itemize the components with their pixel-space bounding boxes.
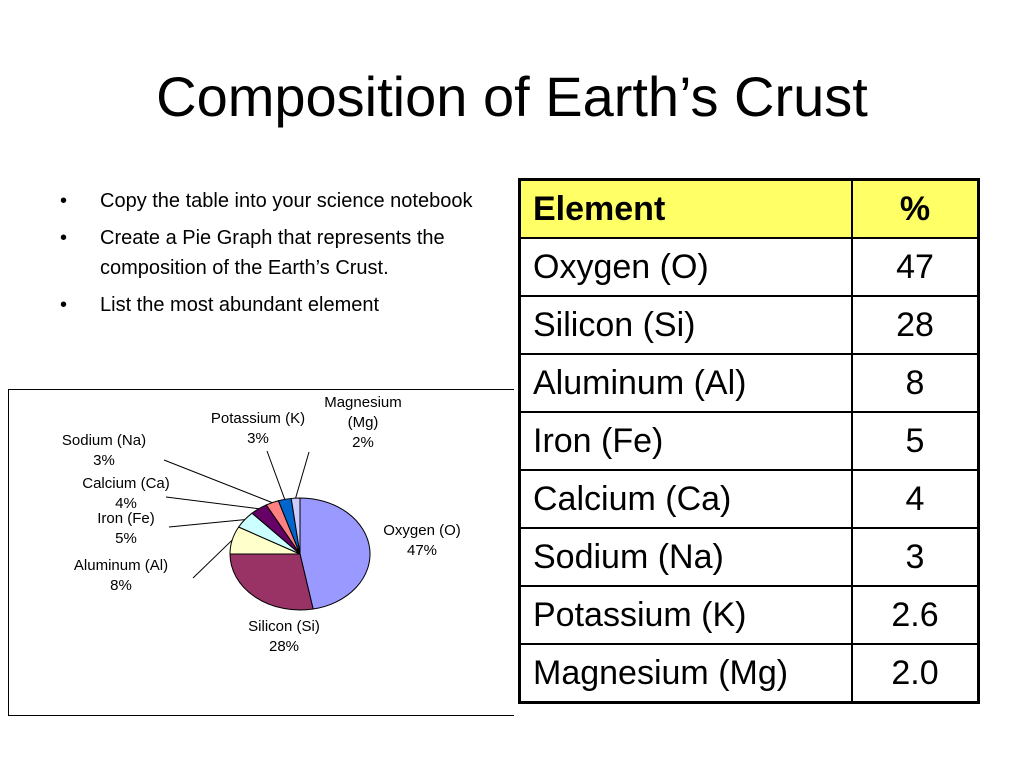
data-label-oxygen-o: Oxygen (O) 47% xyxy=(383,522,461,559)
percent-cell: 5 xyxy=(852,412,979,470)
data-label-silicon-si: Silicon (Si) 28% xyxy=(248,618,320,655)
element-cell: Potassium (K) xyxy=(520,586,853,644)
pie-chart-frame xyxy=(8,389,514,716)
leader-line-potassium-k xyxy=(267,451,285,499)
percent-cell: 47 xyxy=(852,238,979,296)
data-label-calcium-ca: Calcium (Ca) 4% xyxy=(82,475,170,512)
table-row xyxy=(520,644,979,703)
percent-cell: 8 xyxy=(852,354,979,412)
table-row xyxy=(520,296,979,354)
percent-cell: 4 xyxy=(852,470,979,528)
table-row xyxy=(520,412,979,470)
element-cell: Aluminum (Al) xyxy=(520,354,853,412)
table-row xyxy=(520,238,979,296)
table-row xyxy=(520,470,979,528)
percent-cell: 28 xyxy=(852,296,979,354)
data-label-sodium-na: Sodium (Na) 3% xyxy=(61,432,147,469)
leader-line-iron-fe xyxy=(169,520,245,527)
bullet-list xyxy=(60,186,480,327)
percent-cell: 2.6 xyxy=(852,586,979,644)
element-cell: Iron (Fe) xyxy=(520,412,853,470)
data-label-potassium-k: Potassium (K) 3% xyxy=(210,410,306,447)
leader-line-aluminum-al xyxy=(193,540,232,578)
pie-slice-silicon-si xyxy=(230,554,313,610)
pie-slice-oxygen-o xyxy=(300,498,370,609)
bullet-text: List the most abundant element xyxy=(100,294,380,316)
composition-table xyxy=(518,178,980,704)
element-cell: Magnesium (Mg) xyxy=(520,644,853,703)
slide-title: Composition of Earth’s Crust xyxy=(156,65,868,128)
leader-line-magnesium-mg xyxy=(296,452,309,498)
leader-line-calcium-ca xyxy=(166,497,259,509)
element-cell: Oxygen (O) xyxy=(520,238,853,296)
bullet-item xyxy=(60,186,480,216)
bullet-symbol: • xyxy=(60,227,68,249)
percent-cell: 2.0 xyxy=(852,644,979,703)
header-element: Element xyxy=(520,180,853,239)
element-cell: Sodium (Na) xyxy=(520,528,853,586)
bullet-symbol: • xyxy=(60,190,68,212)
table-row xyxy=(520,528,979,586)
data-label-iron-fe: Iron (Fe) 5% xyxy=(97,510,155,547)
bullet-text: Create a Pie Graph that represents the composition of the Earth’s Crust. xyxy=(100,227,445,279)
bullet-text: Copy the table into your science notebook xyxy=(100,190,473,212)
bullet-item xyxy=(60,223,480,283)
table-header-row xyxy=(520,180,979,239)
data-label-aluminum-al: Aluminum (Al) 8% xyxy=(73,557,169,594)
leader-line-sodium-na xyxy=(164,460,272,503)
element-cell: Silicon (Si) xyxy=(520,296,853,354)
pie-chart xyxy=(9,390,515,717)
table-row xyxy=(520,586,979,644)
table-row xyxy=(520,354,979,412)
bullet-symbol: • xyxy=(60,294,68,316)
bullet-item xyxy=(60,290,480,320)
data-label-magnesium-mg: Magnesium (Mg) 2% xyxy=(324,394,402,451)
percent-cell: 3 xyxy=(852,528,979,586)
header-percent: % xyxy=(852,180,979,239)
element-cell: Calcium (Ca) xyxy=(520,470,853,528)
